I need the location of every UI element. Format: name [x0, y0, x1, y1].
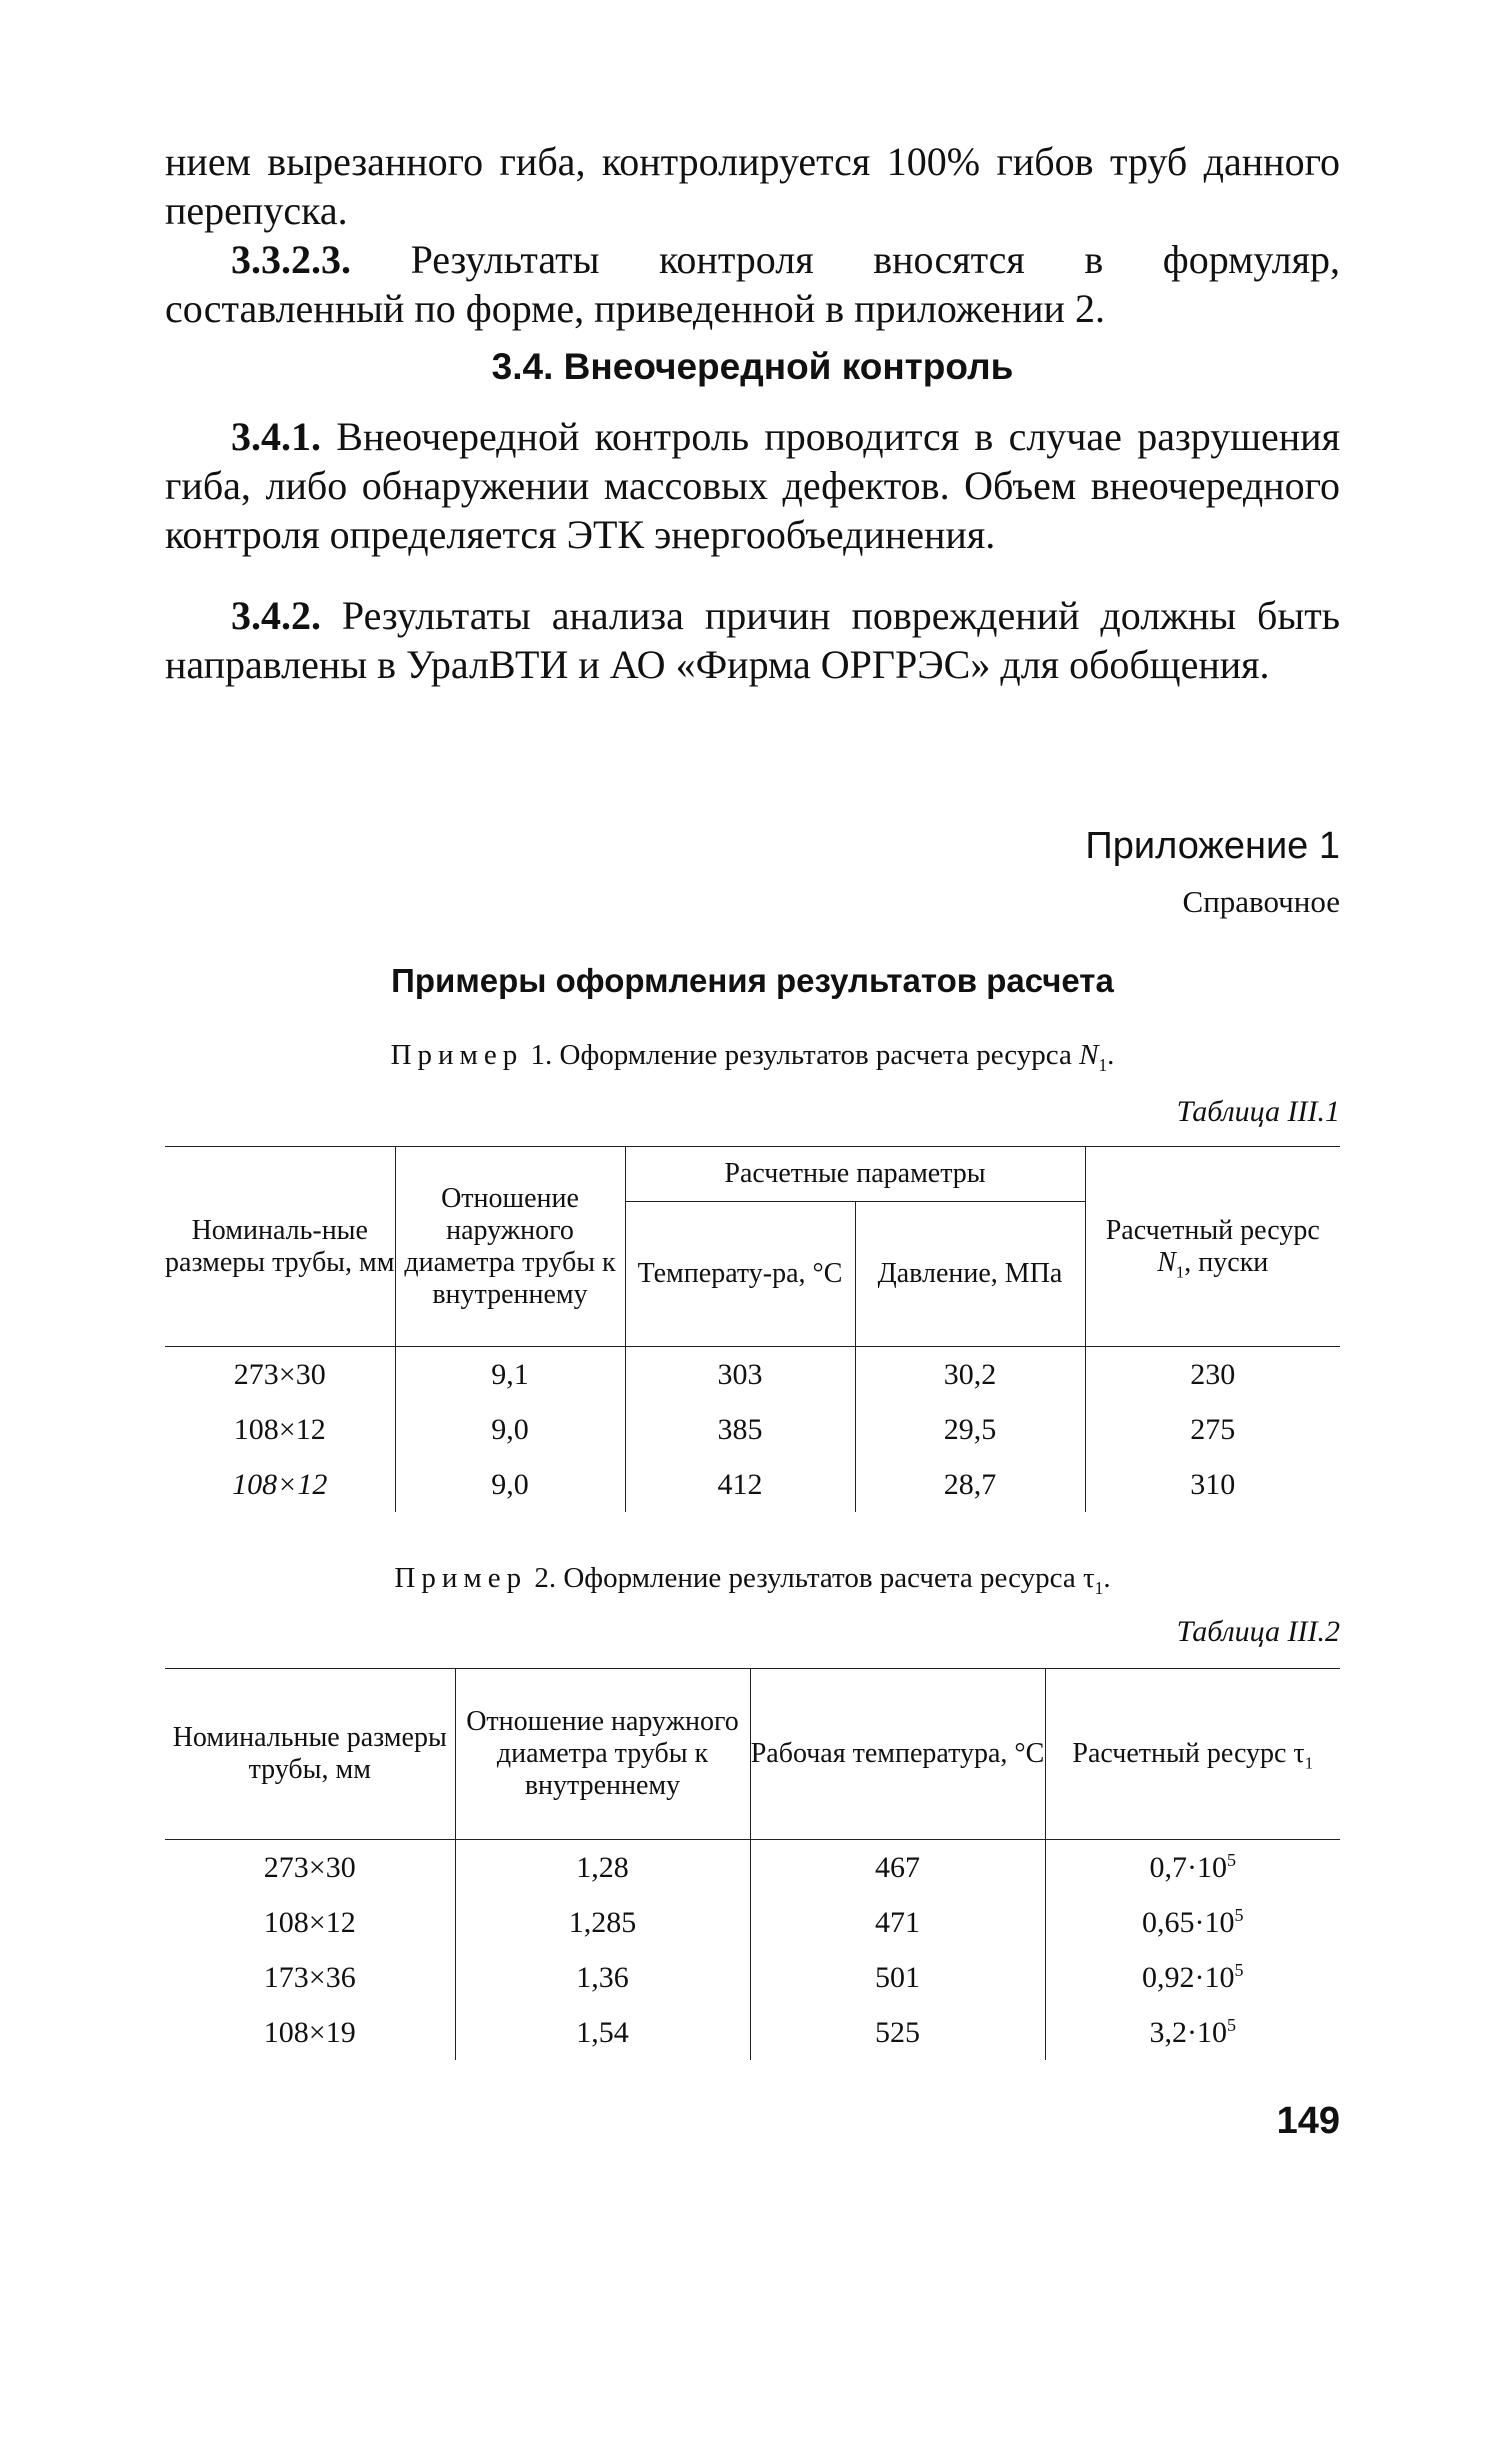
- exponent: 5: [1234, 1959, 1244, 1980]
- appendix-title: Приложение 1: [1085, 825, 1340, 867]
- exponent: 5: [1227, 2014, 1236, 2035]
- document-page: [165, 0, 1340, 2456]
- header-symbol: N: [1157, 1246, 1176, 1278]
- table-cell: 303: [625, 1347, 855, 1403]
- paragraph-continuation: [165, 137, 1340, 235]
- example-2-caption: [165, 1562, 1340, 1598]
- table-cell: [1045, 1840, 1340, 1896]
- table-1-header-ratio: Отношение наружного диаметра трубы к внутреннему: [395, 1147, 625, 1347]
- table-cell: 273×30: [165, 1347, 395, 1403]
- example-word: Пример: [394, 1562, 528, 1594]
- table-cell: 501: [750, 1950, 1045, 2005]
- table-cell: 273×30: [165, 1840, 455, 1896]
- table-cell: 108×19: [165, 2005, 455, 2060]
- table-1-header-params: Расчетные параметры: [625, 1147, 1085, 1202]
- table-1-header-temp: Температу-ра, °С: [625, 1202, 855, 1347]
- table-cell: 28,7: [855, 1457, 1085, 1512]
- header-text: , пуски: [1184, 1246, 1269, 1278]
- table-1-header-resource: [1085, 1147, 1340, 1347]
- table-row: [165, 1950, 1340, 2005]
- table-cell: 310: [1085, 1457, 1340, 1512]
- paragraph-3-3-2-3: [165, 235, 1340, 333]
- table-cell: 1,36: [455, 1950, 750, 2005]
- table-cell: 108×12: [165, 1457, 395, 1512]
- examples-heading: Примеры оформления результатов расчета: [391, 962, 1114, 999]
- section-heading-3-4: 3.4. Внеочередной контроль: [491, 346, 1014, 387]
- paragraph-text: Внеочередной контроль проводится в случае разрушения гиба, либо обнаружении массовых дефектов. Объем внеочередного контроля определяется ЭТК энергообъединения.: [165, 414, 1340, 557]
- table-row: [165, 1402, 1340, 1457]
- paragraph-3-4-2: [165, 591, 1340, 689]
- paragraph-3-4-1: [165, 412, 1340, 559]
- table-2-label: Таблица III.2: [1176, 1615, 1340, 1648]
- header-text: Расчетный ресурс: [1105, 1214, 1320, 1246]
- table-cell: 230: [1085, 1347, 1340, 1403]
- example-symbol: N: [1079, 1039, 1099, 1071]
- table-2-header-resource: [1045, 1669, 1340, 1840]
- clause-number: 3.4.2.: [231, 593, 321, 638]
- table-row: [165, 2005, 1340, 2060]
- table-row: [165, 1347, 1340, 1403]
- mantissa: 0,92·10: [1142, 1960, 1235, 1994]
- example-1-caption: [165, 1039, 1340, 1075]
- table-cell: 30,2: [855, 1347, 1085, 1403]
- example-end: .: [1107, 1039, 1115, 1071]
- table-cell: 385: [625, 1402, 855, 1457]
- mantissa: 0,7·10: [1149, 1850, 1227, 1884]
- table-cell: 525: [750, 2005, 1045, 2060]
- table-2-header-size: Номинальные размеры трубы, мм: [165, 1669, 455, 1840]
- table-cell: 467: [750, 1840, 1045, 1896]
- example-end: .: [1103, 1562, 1111, 1594]
- exponent: 5: [1234, 1904, 1244, 1925]
- table-cell: 173×36: [165, 1950, 455, 2005]
- table-1-header-pressure: Давление, МПа: [855, 1202, 1085, 1347]
- exponent: 5: [1227, 1849, 1236, 1870]
- mantissa: 0,65·10: [1142, 1905, 1235, 1939]
- table-cell: 1,28: [455, 1840, 750, 1896]
- table-row: [165, 1840, 1340, 1896]
- table-cell: 9,0: [395, 1402, 625, 1457]
- table-2-header-ratio: Отношение наружного диаметра трубы к внутреннему: [455, 1669, 750, 1840]
- table-cell: 1,54: [455, 2005, 750, 2060]
- table-cell: 108×12: [165, 1402, 395, 1457]
- table-cell: [1045, 2005, 1340, 2060]
- clause-number: 3.3.2.3.: [231, 237, 351, 282]
- example-word: Пример: [390, 1039, 524, 1071]
- header-subscript: 1: [1175, 1262, 1185, 1282]
- clause-number: 3.4.1.: [231, 414, 321, 459]
- table-cell: 275: [1085, 1402, 1340, 1457]
- mantissa: 3,2·10: [1149, 2015, 1227, 2049]
- paragraph-text: Результаты контроля вносятся в формуляр, составленный по форме, приведенной в приложении 2.: [165, 237, 1340, 331]
- example-subscript: 1: [1098, 1054, 1108, 1075]
- paragraph-text: нием вырезанного гиба, контролируется 100% гибов труб данного перепуска.: [165, 139, 1340, 233]
- page-number: 149: [1276, 2100, 1340, 2142]
- example-text: 2. Оформление результатов расчета ресурса τ: [527, 1562, 1095, 1594]
- header-subscript: 1: [1304, 1753, 1314, 1773]
- table-cell: 9,1: [395, 1347, 625, 1403]
- paragraph-text: Результаты анализа причин повреждений должны быть направлены в УралВТИ и АО «Фирма ОРГРЭС» для обобщения.: [165, 593, 1340, 687]
- table-cell: 108×12: [165, 1895, 455, 1950]
- table-1: [165, 1146, 1340, 1512]
- appendix-subtitle: Справочное: [1182, 884, 1340, 919]
- table-1-label: Таблица III.1: [1176, 1095, 1340, 1128]
- table-cell: [1045, 1895, 1340, 1950]
- table-cell: 412: [625, 1457, 855, 1512]
- table-cell: 471: [750, 1895, 1045, 1950]
- header-text: Расчетный ресурс τ: [1072, 1738, 1305, 1769]
- table-cell: [1045, 1950, 1340, 2005]
- table-cell: 1,285: [455, 1895, 750, 1950]
- example-text: 1. Оформление результатов расчета ресурса: [523, 1039, 1080, 1071]
- table-2: [165, 1668, 1340, 2060]
- example-subscript: 1: [1094, 1577, 1104, 1598]
- table-2-header-temp: Рабочая температура, °С: [750, 1669, 1045, 1840]
- table-row: [165, 1895, 1340, 1950]
- table-1-header-size: Номиналь-ные размеры трубы, мм: [165, 1147, 395, 1347]
- table-cell: 29,5: [855, 1402, 1085, 1457]
- table-row: [165, 1457, 1340, 1512]
- table-cell: 9,0: [395, 1457, 625, 1512]
